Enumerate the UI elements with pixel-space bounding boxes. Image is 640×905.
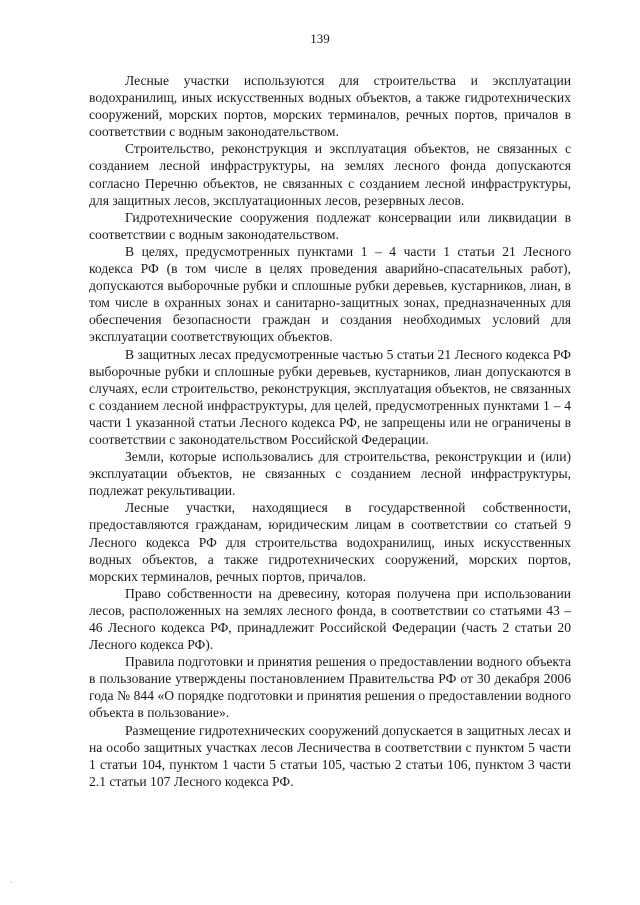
paragraph: В целях, предусмотренных пунктами 1 – 4 части 1 статьи 21 Лесного кодекса РФ (в том числе в целях проведения аварийно-спасательных работ), допускаются выборочные рубки и сплошные рубки деревьев, кустарников, лиан, в том числе в охранных зонах и санитарно-защитных зонах, предназначенных для обеспечения безопасности граждан и создания необходимых условий для эксплуатации соответствующих объектов.: [89, 243, 571, 345]
paragraph: Гидротехнические сооружения подлежат консервации или ликвидации в соответствии с водным законодательством.: [89, 209, 571, 242]
paragraph: Лесные участки используются для строительства и эксплуатации водохранилищ, иных искусственных водных объектов, а также гидротехнических сооружений, морских портов, морских терминалов, речных портов, причалов в соответствии с водным законодательством.: [89, 73, 571, 140]
paragraph: В защитных лесах предусмотренные частью 5 статьи 21 Лесного кодекса РФ выборочные рубки и сплошные рубки деревьев, кустарников, лиан допускаются в случаях, если строительство, реконструкция, эксплуатация объектов, не связанных с созданием лесной инфраструктуры, для целей, предусмотренных пунктами 1 – 4 части 1 указанной статьи Лесного кодекса РФ, не запрещены или не ограничены в соответствии с законодательством Российской Федерации.: [89, 346, 571, 447]
paragraph: Лесные участки, находящиеся в государственной собственности, предоставляются гражданам, юридическим лицам в соответствии со статьей 9 Лесного кодекса РФ для строительства водохранилищ, иных искусственных водных объектов, а также гидротехнических сооружений, морских портов, морских терминалов, речных портов, причалов.: [89, 500, 571, 584]
paragraph: Размещение гидротехнических сооружений допускается в защитных лесах и на особо защитных участках лесов Лесничества в соответствии с пунктом 5 части 1 статьи 104, пунктом 1 части 5 статьи 105, частью 2 статьи 106, пунктом 3 части 2.1 статьи 107 Лесного кодекса РФ.: [89, 722, 571, 789]
paragraph: Правила подготовки и принятия решения о предоставлении водного объекта в пользование утверждены постановлением Правительства РФ от 30 декабря 2006 года № 844 «О порядке подготовки и принятия решения о предоставлении водного объекта в пользование».: [89, 654, 571, 721]
page-number: 139: [310, 31, 330, 46]
paragraph: Земли, которые использовались для строительства, реконструкции и (или) эксплуатации объектов, не связанных с созданием лесной инфраструктуры, подлежат рекультивации.: [89, 449, 571, 499]
scan-dot: ·: [10, 878, 13, 887]
paragraph: Строительство, реконструкция и эксплуатация объектов, не связанных с созданием лесной инфраструктуры, на землях лесного фонда допускаются согласно Перечню объектов, не связанных с созданием лесной инфраструктуры, для защитных лесов, эксплуатационных лесов, резервных лесов.: [89, 141, 571, 208]
paragraph: Право собственности на древесину, которая получена при использовании лесов, расположенных на землях лесного фонда, в соответствии со статьями 43 – 46 Лесного кодекса РФ, принадлежит Российской Федерации (часть 2 статьи 20 Лесного кодекса РФ).: [89, 585, 571, 653]
body-text: [89, 72, 571, 790]
